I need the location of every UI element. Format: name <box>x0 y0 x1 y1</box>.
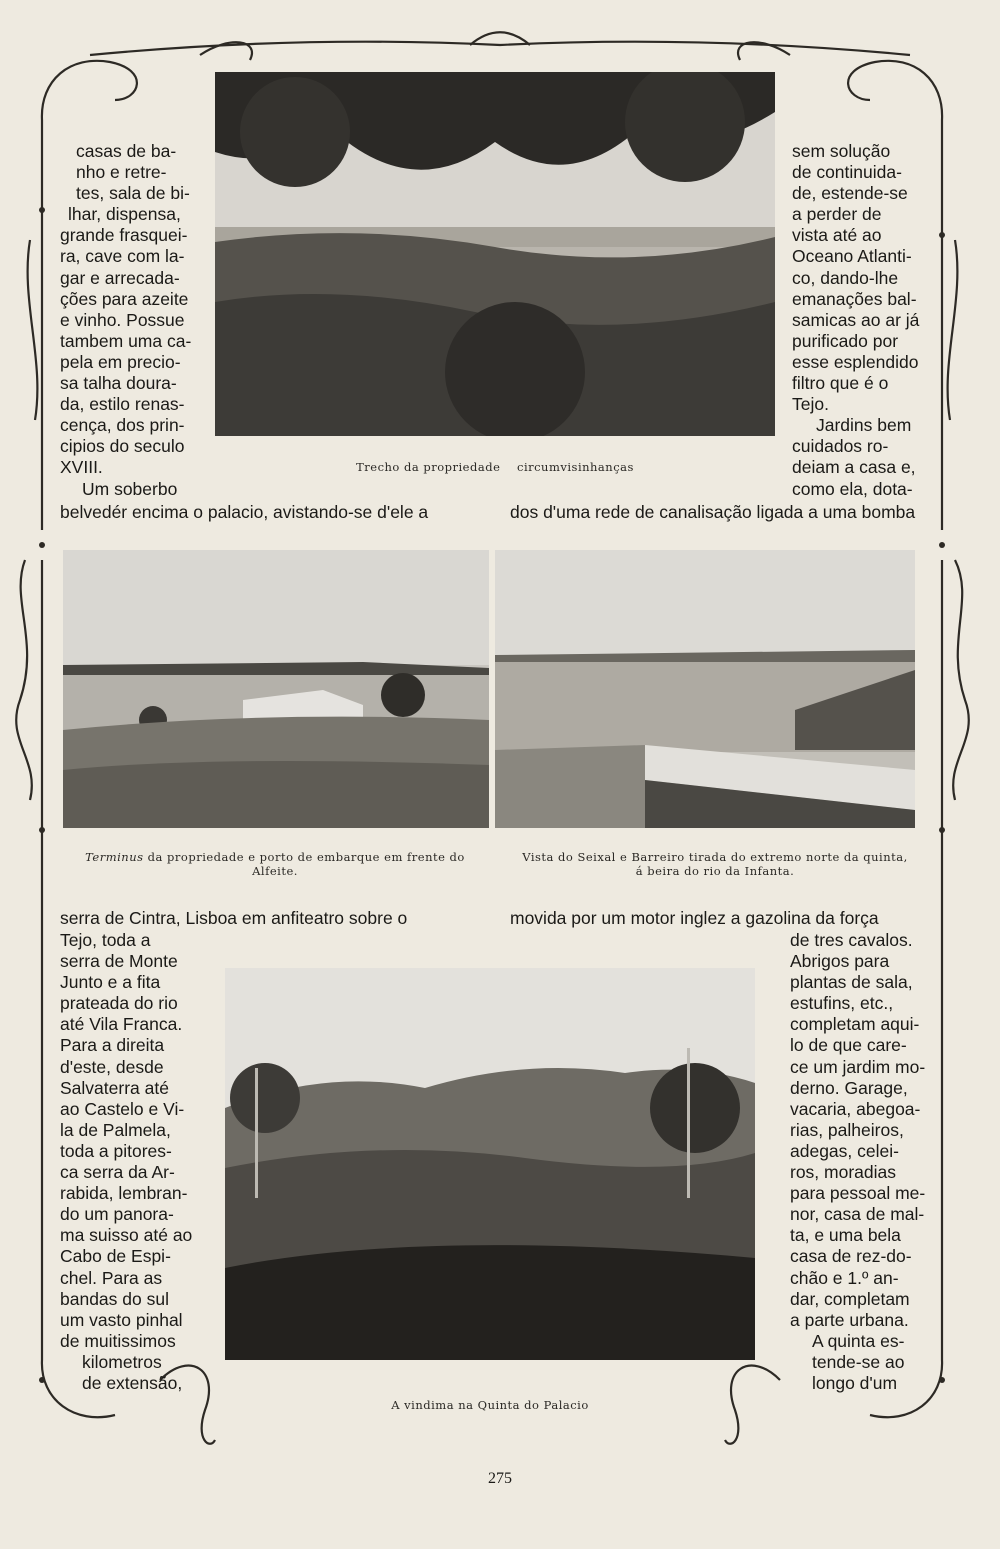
text-line-serra-cintra: serra de Cintra, Lisboa em anfiteatro sobre o <box>60 908 408 928</box>
text-column-bottom-right <box>790 930 928 1394</box>
text-line: vacaria, abegoa- <box>790 1098 921 1119</box>
text-line: samicas ao ar já <box>792 309 920 330</box>
caption-line: Vista do Seixal e Barreiro tirada do extremo norte da quinta, <box>522 850 908 864</box>
text-line: prateada do rio <box>60 993 178 1014</box>
text-line: plantas de sala, <box>790 972 913 993</box>
text-line: nor, casa de mal- <box>790 1204 925 1225</box>
text-line: A quinta es- <box>812 1330 905 1351</box>
text-line: Um soberbo <box>82 478 178 499</box>
text-line: ros, moradias <box>790 1162 897 1183</box>
text-line: derno. Garage, <box>790 1077 908 1098</box>
caption-italic: Terminus <box>85 850 144 864</box>
text-line: rias, palheiros, <box>790 1119 904 1140</box>
text-line: ra, cave com la- <box>60 246 185 267</box>
text-line: tende-se ao <box>812 1351 905 1372</box>
text-line: ta, e uma bela <box>790 1225 901 1246</box>
text-line: da, estilo renas- <box>60 394 185 415</box>
text-line: adegas, celei- <box>790 1140 899 1161</box>
text-line: tes, sala de bi- <box>76 183 190 204</box>
text-line: vista até ao <box>792 225 882 246</box>
text-line: como ela, dota- <box>792 478 913 499</box>
caption-seixal <box>495 850 935 878</box>
text-line: grande frasquei- <box>60 225 188 246</box>
text-line: rabida, lembran- <box>60 1183 188 1204</box>
text-line: cuidados ro- <box>792 436 889 457</box>
text-line: bandas do sul <box>60 1288 169 1309</box>
caption-text: da propriedade e porto de embarque em frente do <box>143 850 465 864</box>
text-line-canalisacao: dos d'uma rede de canalisação ligada a uma bomba <box>510 502 916 522</box>
text-line: deiam a casa e, <box>792 457 916 478</box>
photo-terminus-alfeite <box>63 550 489 828</box>
text-line: um vasto pinhal <box>60 1309 183 1330</box>
text-line: kilometros <box>82 1351 162 1372</box>
text-line: emanações bal- <box>792 288 917 309</box>
text-line-motor-inglez: movida por um motor inglez a gazolina da força <box>510 908 879 928</box>
text-line: lo de que care- <box>790 1035 907 1056</box>
text-line: tambem uma ca- <box>60 330 192 351</box>
text-column-top-right <box>792 141 928 500</box>
photo-seixal-barreiro <box>495 550 915 828</box>
text-line: serra de Monte <box>60 951 178 972</box>
text-line: chão e 1.º an- <box>790 1267 899 1288</box>
text-line: Salvaterra até <box>60 1077 169 1098</box>
text-line: de tres cavalos. <box>790 930 913 950</box>
text-line: ca serra da Ar- <box>60 1162 175 1183</box>
caption-vindima: A vindima na Quinta do Palacio <box>391 1398 589 1412</box>
text-line: longo d'um <box>812 1372 898 1393</box>
text-line: nho e retre- <box>76 162 167 183</box>
text-line: esse esplendido <box>792 351 919 372</box>
text-line: do um panora- <box>60 1204 174 1225</box>
text-line: co, dando-lhe <box>792 267 899 288</box>
caption-line: á beira do rio da Infanta. <box>635 864 795 878</box>
text-line: pela em precio- <box>60 351 181 372</box>
text-line: Para a direita <box>60 1035 165 1056</box>
photo-vindima <box>225 968 755 1360</box>
text-line: Tejo, toda a <box>60 930 151 950</box>
text-line: de, estende-se <box>792 183 908 204</box>
text-line: dar, completam <box>790 1288 910 1309</box>
text-line: Junto e a fita <box>60 972 161 993</box>
text-line: ma suisso até ao <box>60 1225 193 1246</box>
text-line: d'este, desde <box>60 1056 164 1077</box>
text-line: lhar, dispensa, <box>68 204 181 225</box>
caption-line: Alfeite. <box>252 864 298 878</box>
text-line: cipios do seculo <box>60 436 185 457</box>
text-line: ções para azeite <box>60 288 189 309</box>
text-line: gar e arrecada- <box>60 267 180 288</box>
page-number: 275 <box>488 1470 512 1487</box>
text-line: Tejo. <box>792 394 829 415</box>
text-line: ce um jardim mo- <box>790 1056 926 1077</box>
text-line: para pessoal me- <box>790 1183 926 1204</box>
text-line: purificado por <box>792 330 899 351</box>
text-line: casa de rez-do- <box>790 1246 912 1267</box>
text-line: Oceano Atlanti- <box>792 246 912 267</box>
text-line: estufins, etc., <box>790 993 894 1014</box>
text-line: toda a pitores- <box>60 1140 172 1161</box>
caption-line <box>55 850 495 864</box>
text-line: até Vila Franca. <box>60 1014 183 1035</box>
text-line: ao Castelo e Vi- <box>60 1098 185 1119</box>
text-line: de muitissimos <box>60 1330 176 1351</box>
text-line: a parte urbana. <box>790 1309 909 1330</box>
text-line: e vinho. Possue <box>60 309 185 330</box>
text-line: a perder de <box>792 204 882 225</box>
text-line: completam aqui- <box>790 1014 920 1035</box>
caption-top-photo: Trecho da propriedade circumvisinhanças <box>356 460 634 474</box>
caption-terminus <box>55 850 495 878</box>
text-column-top-left <box>60 141 196 500</box>
text-column-bottom-left <box>60 930 203 1394</box>
text-line: filtro que é o <box>792 373 889 394</box>
text-line: chel. Para as <box>60 1267 163 1288</box>
text-line-belveder: belvedér encima o palacio, avistando-se d'ele a <box>60 502 429 522</box>
text-line: casas de ba- <box>76 141 177 161</box>
text-line: XVIII. <box>60 457 103 478</box>
text-line: de continuida- <box>792 162 902 183</box>
text-line: sa talha doura- <box>60 373 177 394</box>
text-line: Cabo de Espi- <box>60 1246 171 1267</box>
text-line: cença, dos prin- <box>60 415 185 436</box>
text-line: sem solução <box>792 141 891 161</box>
text-line: la de Palmela, <box>60 1119 171 1140</box>
text-line: Abrigos para <box>790 951 890 972</box>
photo-property-landscape <box>215 72 775 436</box>
text-line: de extensão, <box>82 1372 183 1393</box>
text-line: Jardins bem <box>816 415 912 436</box>
